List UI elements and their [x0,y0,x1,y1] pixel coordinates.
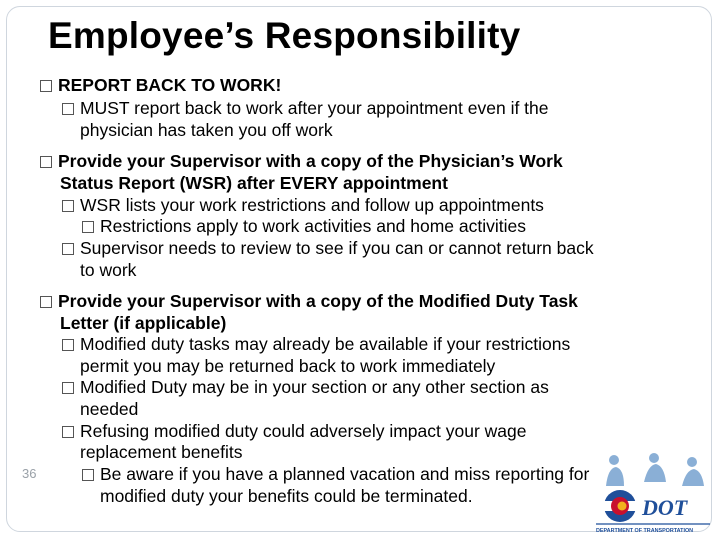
sub-sub-bullet-item [82,463,589,485]
bullet-continuation: needed [80,399,139,419]
people-figures-icon [606,453,704,486]
square-bullet-icon [62,382,74,394]
square-bullet-icon [62,426,74,438]
sub-sub-bullet-item [82,215,526,237]
sub-bullet-item [62,420,526,442]
bullet-text: REPORT BACK TO WORK! [58,75,282,95]
square-bullet-icon [82,221,94,233]
slide-title: Employee’s Responsibility [48,15,521,56]
sub-bullet-item [62,237,594,259]
bullet-continuation: permit you may be returned back to work immediately [80,356,496,376]
bullet-text: Provide your Supervisor with a copy of the Modified Duty Task [58,291,578,311]
square-bullet-icon [62,103,74,115]
bullet-text: Supervisor needs to review to see if you can or cannot return back [80,238,594,258]
logo-text: DOT [642,495,688,520]
bullet-text: Be aware if you have a planned vacation and miss reporting for [100,464,590,484]
sub-bullet-item [62,333,570,355]
bullet-continuation: Letter (if applicable) [60,313,227,333]
square-bullet-icon [40,80,52,92]
sub-bullet-item [62,97,549,119]
square-bullet-icon [40,296,52,308]
sub-bullet-item [62,376,549,398]
bullet-item [40,290,578,312]
bullet-text: WSR lists your work restrictions and follow up appointments [80,195,544,215]
bullet-continuation: physician has taken you off work [80,120,333,140]
cdot-logo [584,452,714,536]
sub-bullet-item [62,194,544,216]
bullet-item [40,150,563,172]
bullet-text: MUST report back to work after your appointment even if the [80,98,549,118]
bullet-text: Modified Duty may be in your section or any other section as [80,377,549,397]
square-bullet-icon [62,200,74,212]
bullet-text: Provide your Supervisor with a copy of the Physician’s Work [58,151,563,171]
logo-caption: DEPARTMENT OF TRANSPORTATION [596,528,694,534]
square-bullet-icon [62,339,74,351]
bullet-continuation: to work [80,260,137,280]
bullet-text: Restrictions apply to work activities and home activities [100,216,527,236]
colorado-flag-icon [604,490,636,522]
bullet-item [40,74,281,96]
bullet-continuation: modified duty your benefits could be terminated. [100,486,473,506]
bullet-text: Refusing modified duty could adversely impact your wage [80,421,527,441]
square-bullet-icon [82,469,94,481]
bullet-continuation: replacement benefits [80,442,243,462]
square-bullet-icon [62,243,74,255]
bullet-continuation: Status Report (WSR) after EVERY appointment [60,173,448,193]
square-bullet-icon [40,156,52,168]
bullet-text: Modified duty tasks may already be available if your restrictions [80,334,571,354]
slide-number: 36 [22,466,37,481]
